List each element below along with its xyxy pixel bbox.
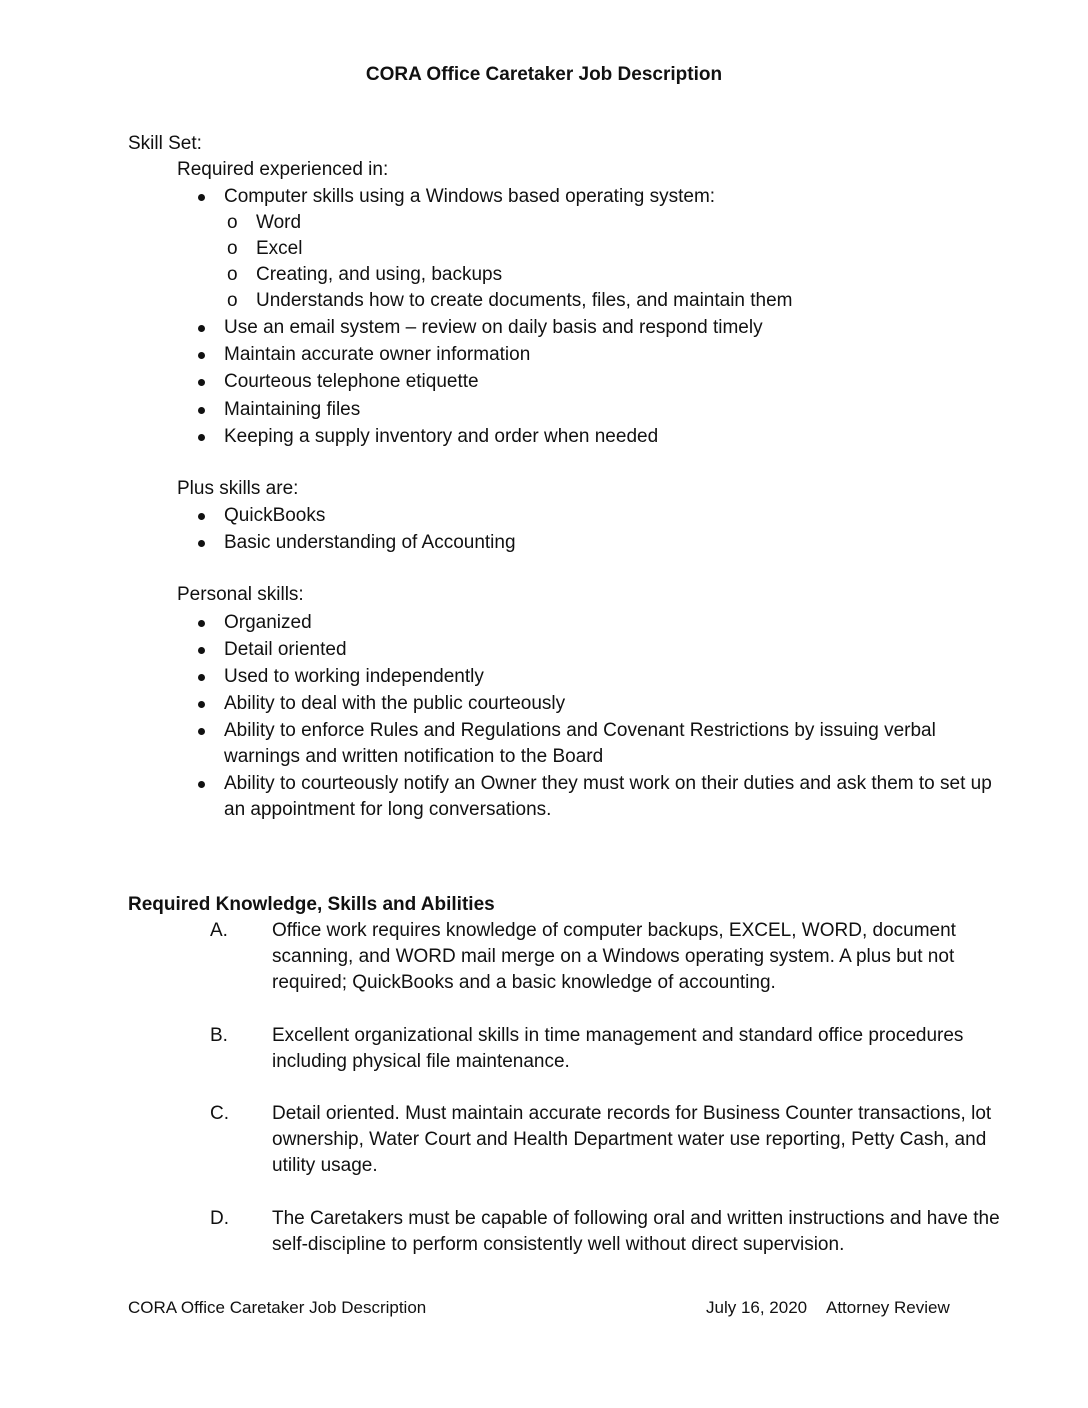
bullet-icon xyxy=(198,352,205,359)
plus-skills-heading: Plus skills are: xyxy=(177,478,299,499)
bullet-icon xyxy=(198,728,205,735)
bullet-icon xyxy=(198,194,205,201)
list-item: Ability to enforce Rules and Regulations and Covenant Restrictions by issuing verbal warnings and written notification to the Board xyxy=(224,720,936,767)
ksa-item-text: Excellent organizational skills in time management and standard office procedures including physical file maintenance. xyxy=(272,1025,964,1072)
footer-date: July 16, 2020 xyxy=(706,1298,808,1317)
ksa-item-text: The Caretakers must be capable of following oral and written instructions and have the self-discipline to perform consistently well without direct supervision. xyxy=(272,1208,1000,1255)
list-item: Use an email system – review on daily basis and respond timely xyxy=(224,317,763,338)
personal-skills-heading: Personal skills: xyxy=(177,584,304,605)
bullet-icon xyxy=(198,325,205,332)
ksa-marker: B. xyxy=(210,1025,228,1046)
sub-list-item: Word xyxy=(256,212,302,233)
bullet-icon xyxy=(198,674,205,681)
list-item: QuickBooks xyxy=(224,505,326,526)
list-item: Organized xyxy=(224,612,312,633)
ksa-marker: C. xyxy=(210,1103,229,1124)
ksa-item-text: Detail oriented. Must maintain accurate records for Business Counter transactions, lot ownership, Water Court and Health Department water use reporting, Petty Cash, and utility usage. xyxy=(272,1103,992,1176)
skill-set-heading: Skill Set: xyxy=(128,133,202,154)
sub-bullet-icon: o xyxy=(227,212,238,233)
bullet-icon xyxy=(198,407,205,414)
list-item: Courteous telephone etiquette xyxy=(224,371,479,392)
required-heading: Required experienced in: xyxy=(177,159,389,180)
sub-list-item: Creating, and using, backups xyxy=(256,264,503,285)
list-item: Basic understanding of Accounting xyxy=(224,532,516,553)
sub-bullet-icon: o xyxy=(227,238,238,259)
bullet-icon xyxy=(198,647,205,654)
bullet-icon xyxy=(198,379,205,386)
ksa-heading: Required Knowledge, Skills and Abilities xyxy=(128,894,495,915)
ksa-marker: D. xyxy=(210,1208,229,1229)
ksa-marker: A. xyxy=(210,920,228,941)
bullet-icon xyxy=(198,513,205,520)
footer-title: CORA Office Caretaker Job Description xyxy=(128,1298,427,1317)
page-title: CORA Office Caretaker Job Description xyxy=(365,64,723,85)
footer-status: Attorney Review xyxy=(826,1298,950,1317)
list-item: Ability to courteously notify an Owner they must work on their duties and ask them to set up an appointment for long conversations. xyxy=(224,773,992,820)
bullet-icon xyxy=(198,781,205,788)
bullet-icon xyxy=(198,434,205,441)
bullet-icon xyxy=(198,701,205,708)
list-item: Used to working independently xyxy=(224,666,484,687)
list-item: Computer skills using a Windows based operating system: xyxy=(224,186,716,207)
bullet-icon xyxy=(198,620,205,627)
list-item: Detail oriented xyxy=(224,639,347,660)
list-item: Maintain accurate owner information xyxy=(224,344,531,365)
ksa-item-text: Office work requires knowledge of computer backups, EXCEL, WORD, document scanning, and WORD mail merge on a Windows operating system. A plus but not required; QuickBooks and a basic knowledge of accounting. xyxy=(272,920,956,993)
sub-bullet-icon: o xyxy=(227,264,238,285)
list-item: Ability to deal with the public courteously xyxy=(224,693,566,714)
list-item: Keeping a supply inventory and order when needed xyxy=(224,426,659,447)
sub-bullet-icon: o xyxy=(227,290,238,311)
list-item: Maintaining files xyxy=(224,399,361,420)
sub-list-item: Excel xyxy=(256,238,303,259)
bullet-icon xyxy=(198,540,205,547)
sub-list-item: Understands how to create documents, files, and maintain them xyxy=(256,290,793,311)
